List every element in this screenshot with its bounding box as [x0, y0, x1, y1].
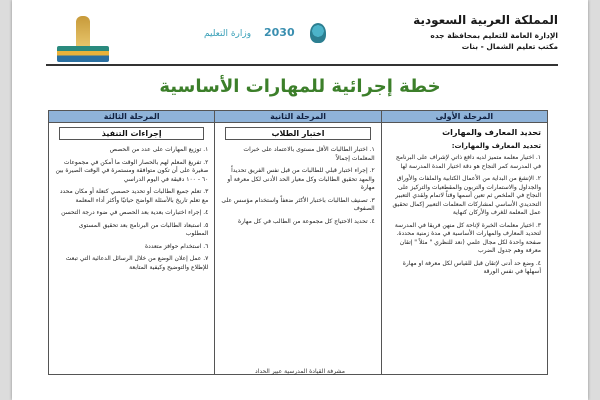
- document-title: خطة إجرائية للمهارات الأساسية: [159, 76, 441, 97]
- list-item: ٧. عمل إعلان الوضع من خلال الرسائل الدعائية التي تبعث للإطلاع والتوضيح وكيفية المتابعة: [65, 255, 209, 271]
- stage-header-3: المرحلة الثالثة: [49, 111, 215, 123]
- stage-heading-2: اختبار الطلاب: [225, 127, 370, 140]
- kingdom-name: المملكة العربية السعودية: [413, 13, 558, 27]
- books-logo-icon: [52, 12, 114, 62]
- ministry-logo-icon: [202, 20, 332, 50]
- list-item: ٣. اختيار معلمات الخبرة لإتاحة كل منهن فريقا في المدرسة لتحديد المعارف والمهارات الأساسية في مدة زمنية محددة. صفحة واحدة لكل مجال علمي (نعد للنظري " مثلاً " إتقان معرفة وهم جدول الضرب: [394, 221, 541, 254]
- header-text-block: [338, 12, 558, 52]
- administration-name: الإدارة العامة للتعليم بمحافظة جده: [430, 31, 558, 40]
- vision-2030-label: 2030: [264, 26, 295, 39]
- books-stack-shape: [57, 46, 109, 62]
- stage-header-2: المرحلة الثانية: [215, 111, 381, 123]
- list-item: ٢. إجراء اختبار قبلي للطالبات من قبل نفس الفريق تحديداً والمهد تحقيق الطالبات وكل معيار الحد الأدنى لكل معرفة أو مهارة: [227, 167, 375, 191]
- list-item: ٢. تفريغ المعلم لهم بالحصار الوقت ما أمكن في مجموعات صغيرة على أن تكون متوافقة ومستمرة في الوقت الصيرة بين ٦٠ - ١٠٠ دقيقة في اليوم الدراسي: [55, 158, 209, 183]
- document-page: [12, 0, 588, 400]
- list-item: ١. اختبار الطالبات الأقل مستوى بالاعتماد على خبرات المعلمات إجمالاً: [243, 146, 375, 162]
- footer-signature: مشرفة القيادة المدرسية عبير الحداد: [254, 368, 345, 375]
- list-item: ٤. إجراء اختبارات بعدية بعد الحصص في ضوء درجة التحسن: [61, 209, 209, 216]
- stage-subheading-1: تحديد المعارف والمهارات:: [451, 142, 541, 150]
- list-item: ٢. الإنشغ من البداية من الأعمال الكتابية والملفات والأوراق والجداول والاستمارات والتربون والمقطعيات والتركيز على النجاح في الملخص ثم تعين أسمها وقتاً لاتمام ولقدي التعبير التحديدي الأساسي لمشاركات المعلمات التعبير إكمال تحقيق عمل المعلمة للغرف والأركان كنهاية: [392, 175, 541, 216]
- header-divider: [46, 64, 558, 66]
- stage-cell-3: [49, 123, 215, 375]
- office-name: مكتب تعليم الشمال - بنات: [461, 42, 558, 51]
- table-header-row: [49, 111, 548, 123]
- plan-table: [48, 110, 548, 375]
- stage-heading-3: إجراءات التنفيذ: [59, 127, 204, 140]
- stage-heading-1: تحديد المعارف والمهارات: [442, 128, 541, 137]
- list-item: ١. توزيع المهارات على عدد من الحصص: [109, 146, 209, 153]
- list-item: ٣. تعلم جميع الطالبات أو تحديد حصصي كتعلة أو مكان محدد مع تعلم تاريخ بالأسئلة الواضح حياتيًا وأكثر أداء المعلمة: [59, 188, 209, 204]
- stage-cell-2: [215, 123, 381, 375]
- list-item: ٣. تصنيف الطالبات باختبار الأكثر ضعفاً واستخدام مؤسس على الصفوف: [221, 196, 375, 212]
- list-item: ١. اختيار معلمة متميز لديه دافع ذاتي لإشراف على البرنامج في المدرسة كمر النجاح هو دقة اختيار المدة المدرسة لها: [395, 154, 541, 170]
- tower-shape: [76, 16, 90, 46]
- list-item: ٦. استخدام حوافز متعددة: [145, 242, 209, 250]
- list-item: ٥. استبعاد الطالبات من البرنامج بعد تحقيق المستوى المطلوب: [78, 221, 209, 237]
- table-body-row: [49, 123, 548, 375]
- list-item: ٤. تحديد الاحتياج كل مجموعة من الطالب في كل مهارة: [238, 217, 375, 225]
- stage-cell-1: [381, 123, 547, 375]
- palm-emblem-icon: [310, 23, 326, 43]
- list-item: ٤. وضع حد أدنى لإتقان قبل للقياس لكل معرفة او مهارة أسهلها في نفس الورقة: [402, 259, 541, 275]
- ministry-logo-text: وزارة التعليم: [204, 29, 252, 39]
- stage-header-1: المرحلة الأولى: [381, 111, 547, 123]
